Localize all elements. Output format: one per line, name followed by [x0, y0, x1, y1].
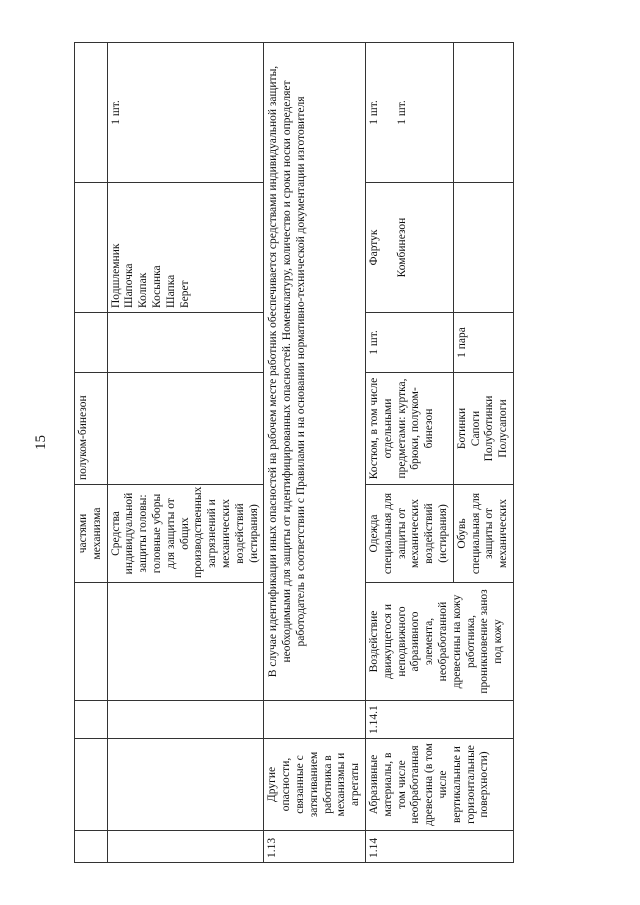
table-row — [107, 43, 264, 863]
items-text: Ботинки Сапоги Полуботинки Полусапоги — [453, 373, 513, 485]
sub-number: 1.14.1 — [365, 701, 513, 739]
hazard-text: Другие опасности, связанные с затягиванием работника в механизмы и агрегаты — [264, 739, 366, 831]
event-text: Воздействие движущегося и неподвижного абразивного элемента, необработанной древесины на кожу работника, проникновение заноз под кожу — [365, 583, 513, 701]
hazard-text: Абразивные материалы, в том числе необработанная древесина (в том числе вертикальные и горизонтальные поверхности) — [365, 739, 513, 831]
page-number: 15 — [33, 435, 49, 450]
ppe-norms-table — [74, 42, 514, 863]
cell-text: Подшлемник Шапочка Колпак Косынка Шапка Берет — [107, 183, 264, 313]
cell-text: частями механизма — [75, 485, 108, 583]
items-text: Фартук Комбинезон — [365, 183, 453, 313]
siz-text: Обувь специальная для защиты от механических — [453, 485, 513, 583]
items-text: Костюм, в том числе отдельными предметами: куртка, брюки, полуком-бинезон — [365, 373, 453, 485]
row-number: 1.13 — [264, 831, 366, 863]
cell-text: 1 шт. — [107, 43, 264, 183]
table-row — [264, 43, 366, 863]
row-number: 1.14 — [365, 831, 513, 863]
rotated-table-page — [74, 43, 609, 863]
cell-text: Средства индивидуальной защиты головы: головные уборы для защиты от общих производственных загрязнений и механических воздействий (истирания) — [107, 485, 264, 583]
siz-text: Одежда специальная для защиты от механических воздействий (истирания) — [365, 485, 453, 583]
qty-text: 1 шт. — [365, 313, 453, 373]
note-text: В случае идентификации иных опасностей на рабочем месте работник обеспечивается средствами индивидуальной защиты, необходимыми для защиты от идентифицированных опасностей. Номенклатуру, количество и сроки носки определяет работодатель в соответствии с Правилами и на основании нормативно-технической документации изготовителя — [264, 43, 366, 701]
qty-text: 1 шт. 1 шт. — [365, 43, 453, 183]
cell-text: полуком-бинезон — [75, 373, 108, 485]
table-row — [365, 43, 453, 863]
table-row — [75, 43, 108, 863]
qty-text: 1 пара — [453, 313, 513, 373]
